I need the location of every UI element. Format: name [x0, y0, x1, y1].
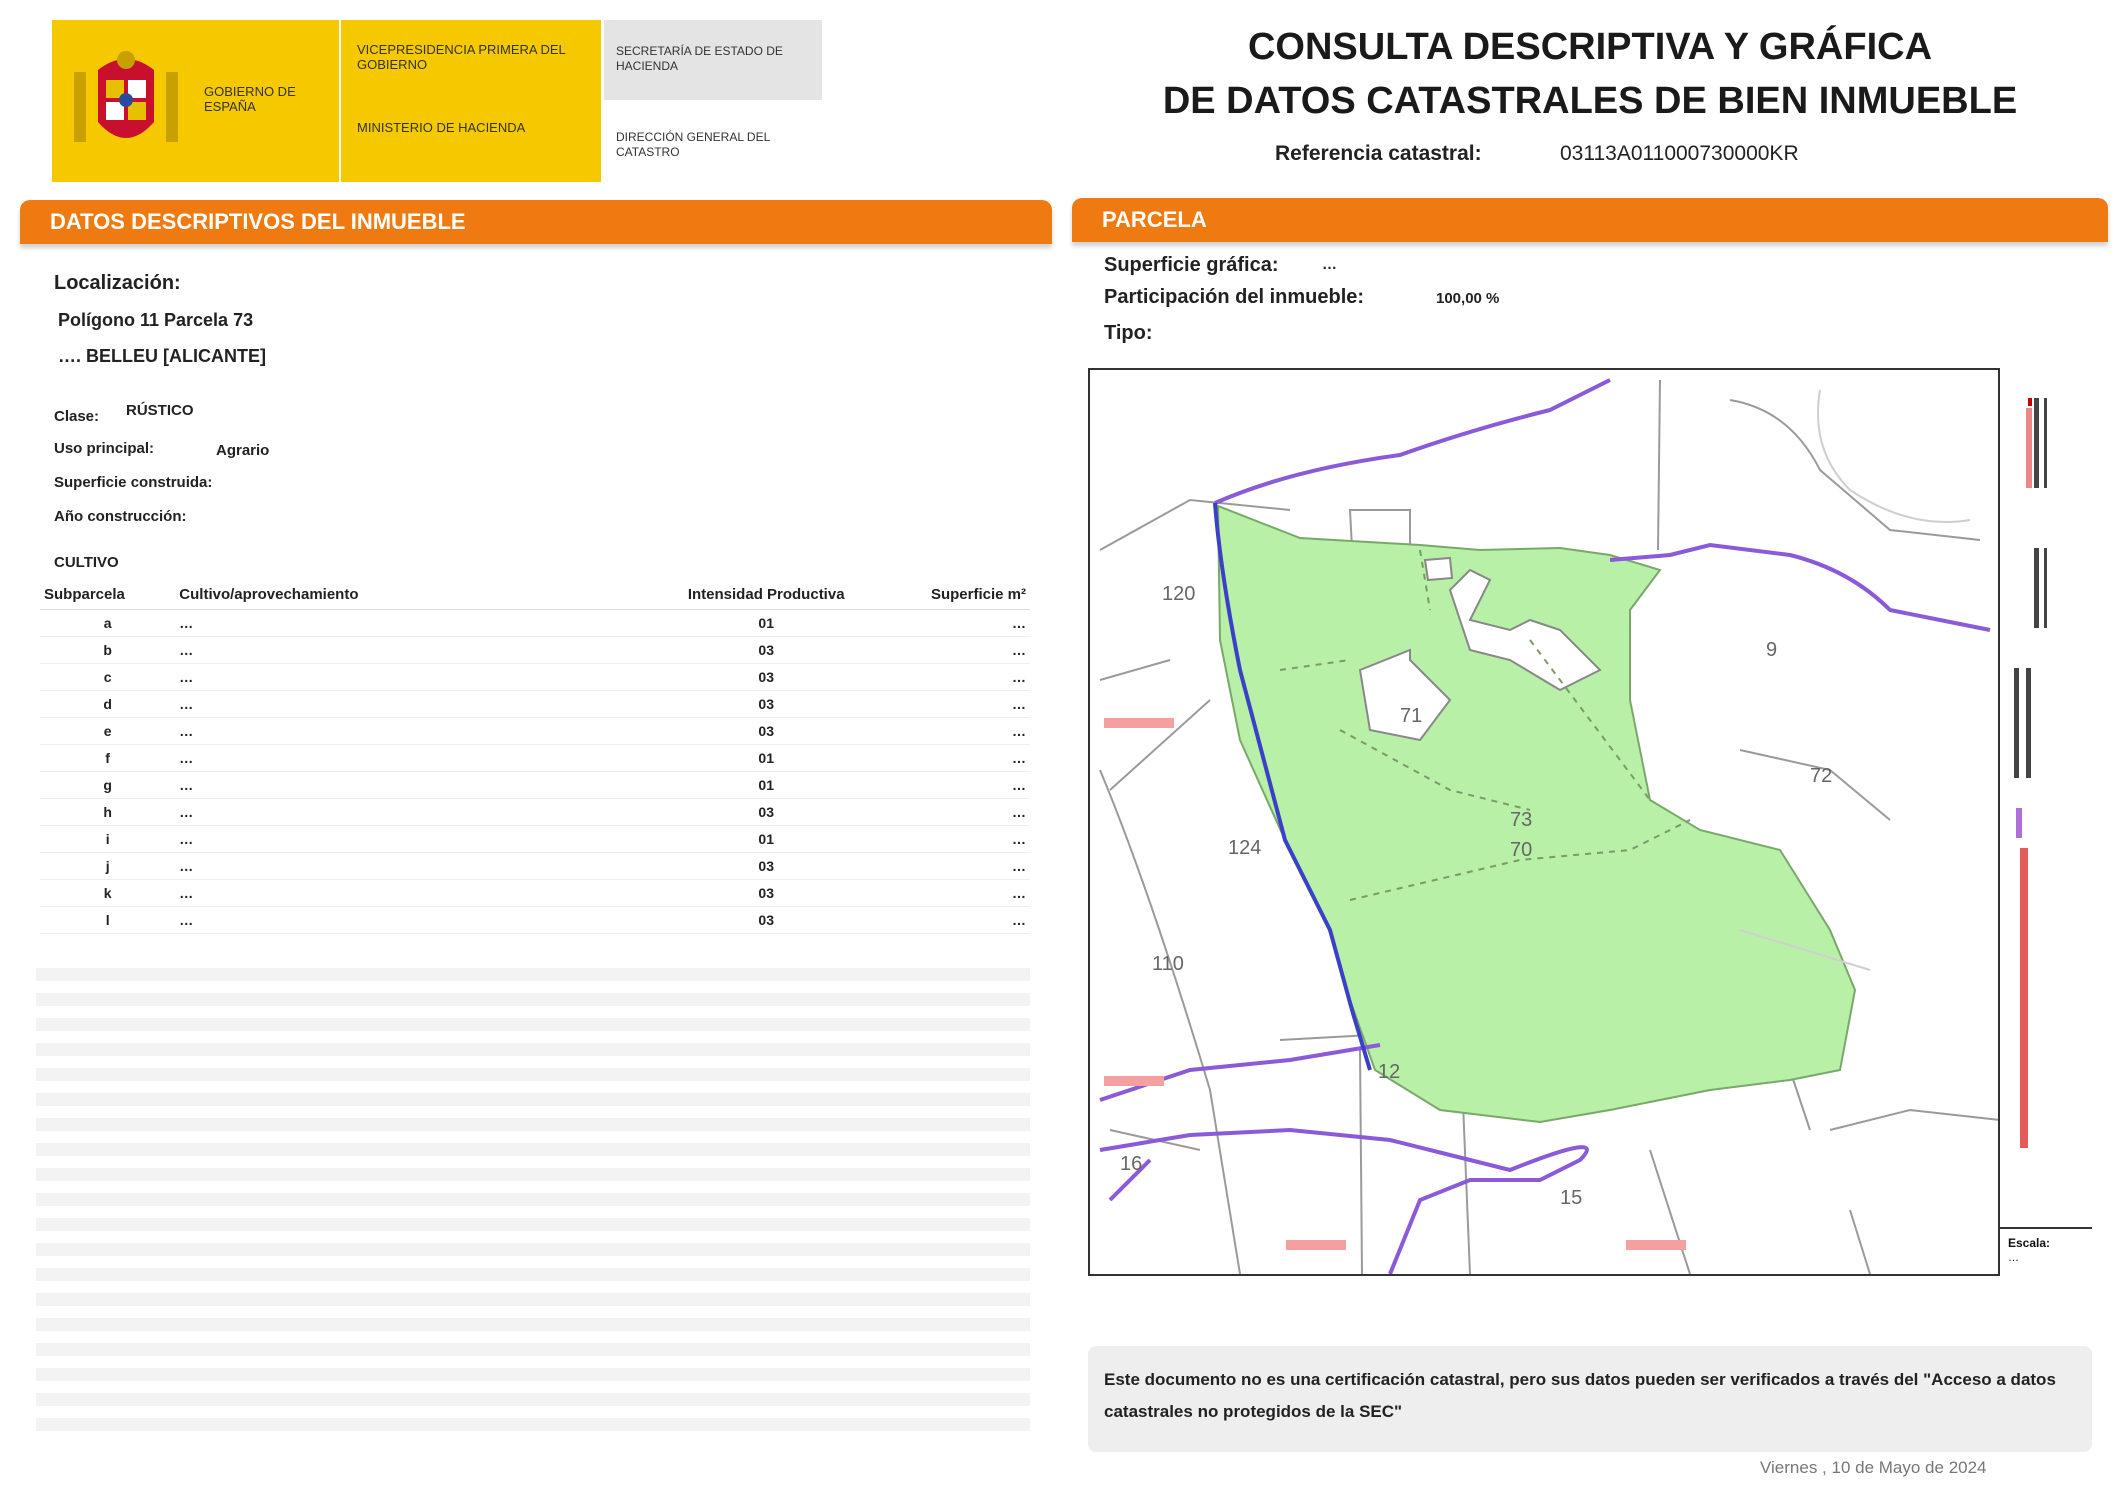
cell-cultivo: … — [175, 745, 665, 772]
participacion-value: 100,00 % — [1436, 290, 1500, 307]
cultivo-title: CULTIVO — [54, 554, 119, 571]
descriptive-section-header: DATOS DESCRIPTIVOS DEL INMUEBLE — [20, 200, 1052, 244]
superficie-grafica-label: Superficie gráfica: — [1104, 254, 1279, 276]
table-row — [40, 610, 1030, 637]
map-label-73: 73 — [1510, 809, 1533, 831]
col-cultivo: Cultivo/aprovechamiento — [175, 580, 665, 610]
cell-subparcela: j — [40, 853, 175, 880]
cell-intensidad: 03 — [666, 799, 867, 826]
table-row — [40, 799, 1030, 826]
table-row — [40, 826, 1030, 853]
tipo-label: Tipo: — [1104, 322, 1153, 344]
localizacion-line-1: Polígono 11 Parcela 73 — [58, 310, 254, 330]
cell-superficie: … — [867, 799, 1030, 826]
empty-table-area — [36, 956, 1030, 1440]
clase-label: Clase: — [54, 408, 100, 425]
map-label-124: 124 — [1228, 837, 1262, 859]
cell-subparcela: b — [40, 637, 175, 664]
cell-cultivo: … — [175, 664, 665, 691]
ref-value: 03113A011000730000KR — [1560, 142, 1799, 165]
cell-intensidad: 03 — [666, 718, 867, 745]
cell-cultivo: … — [175, 610, 665, 637]
secretaria-text: SECRETARÍA DE ESTADO DE HACIENDA — [616, 44, 783, 73]
gobierno-panel — [52, 20, 339, 182]
cell-cultivo: … — [175, 718, 665, 745]
scale-value: … — [2008, 1252, 2019, 1264]
map-legend — [1998, 368, 2092, 1276]
map-label-71: 71 — [1400, 705, 1423, 727]
cell-intensidad: 03 — [666, 637, 867, 664]
uso-value: Agrario — [216, 442, 270, 459]
table-header-row — [40, 580, 1030, 610]
direccion-panel — [604, 102, 822, 182]
cell-superficie: … — [867, 718, 1030, 745]
cell-subparcela: c — [40, 664, 175, 691]
map-label-15: 15 — [1560, 1187, 1583, 1209]
table-row — [40, 907, 1030, 934]
cell-intensidad: 03 — [666, 880, 867, 907]
cell-superficie: … — [867, 772, 1030, 799]
col-subparcela: Subparcela — [40, 580, 175, 610]
map-label-16: 16 — [1120, 1153, 1143, 1175]
cell-subparcela: d — [40, 691, 175, 718]
legend-canvas — [2000, 368, 2092, 1274]
cultivo-table — [40, 580, 1030, 934]
map-label-72: 72 — [1810, 765, 1833, 787]
cell-superficie: … — [867, 691, 1030, 718]
parcela-section-header: PARCELA — [1072, 198, 2108, 242]
coat-of-arms-icon — [68, 42, 184, 162]
cell-intensidad: 03 — [666, 907, 867, 934]
table-row — [40, 745, 1030, 772]
participacion-label: Participación del inmueble: — [1104, 286, 1365, 308]
map-label-12: 12 — [1378, 1061, 1401, 1083]
table-row — [40, 664, 1030, 691]
cell-superficie: … — [867, 610, 1030, 637]
cell-subparcela: g — [40, 772, 175, 799]
cell-intensidad: 03 — [666, 853, 867, 880]
government-logo — [52, 20, 822, 182]
cell-superficie: … — [867, 637, 1030, 664]
table-row — [40, 718, 1030, 745]
table-row — [40, 691, 1030, 718]
cell-subparcela: f — [40, 745, 175, 772]
ref-label: Referencia catastral: — [1275, 142, 1482, 165]
cell-cultivo: … — [175, 637, 665, 664]
anio-construccion-label: Año construcción: — [54, 508, 187, 525]
clase-value: RÚSTICO — [126, 402, 194, 419]
cell-intensidad: 03 — [666, 691, 867, 718]
title-line-1: CONSULTA DESCRIPTIVA Y GRÁFICA — [1247, 26, 1933, 68]
parcel-73-area — [1218, 506, 1855, 1122]
cell-superficie: … — [867, 880, 1030, 907]
direccion-text: DIRECCIÓN GENERAL DEL CATASTRO — [616, 130, 770, 159]
cell-cultivo: … — [175, 853, 665, 880]
uso-label: Uso principal: — [54, 440, 155, 457]
secretaria-panel — [604, 20, 822, 100]
table-row — [40, 880, 1030, 907]
localizacion-label: Localización: — [54, 272, 181, 294]
map-label-70: 70 — [1510, 839, 1533, 861]
ministerio-text: MINISTERIO DE HACIENDA — [357, 120, 526, 135]
cell-cultivo: … — [175, 826, 665, 853]
cell-subparcela: k — [40, 880, 175, 907]
document-date: Viernes , 10 de Mayo de 2024 — [1760, 1458, 1987, 1477]
cell-cultivo: … — [175, 691, 665, 718]
cell-superficie: … — [867, 907, 1030, 934]
superficie-construida-label: Superficie construida: — [54, 474, 213, 491]
cell-intensidad: 01 — [666, 772, 867, 799]
cell-cultivo: … — [175, 907, 665, 934]
cell-subparcela: h — [40, 799, 175, 826]
cell-cultivo: … — [175, 880, 665, 907]
parcel-map[interactable] — [1088, 368, 2092, 1276]
cell-cultivo: … — [175, 799, 665, 826]
page-title — [1100, 20, 2080, 128]
cell-subparcela: a — [40, 610, 175, 637]
vicepresidencia-text: VICEPRESIDENCIA PRIMERA DEL GOBIERNO — [357, 42, 566, 72]
cell-subparcela: e — [40, 718, 175, 745]
cell-superficie: … — [867, 664, 1030, 691]
superficie-grafica-value: … — [1322, 256, 1337, 273]
cell-superficie: … — [867, 853, 1030, 880]
cell-intensidad: 01 — [666, 610, 867, 637]
cell-intensidad: 03 — [666, 664, 867, 691]
localizacion-line-2: …. BELLEU [ALICANTE] — [58, 346, 266, 366]
map-label-120: 120 — [1162, 583, 1196, 605]
disclaimer-note: Este documento no es una certificación catastral, pero sus datos pueden ser verificados a través del "Acceso a datos catastrales no protegidos de la SEC" — [1088, 1346, 2092, 1452]
map-label-9: 9 — [1766, 639, 1778, 661]
map-label-110: 110 — [1152, 953, 1184, 975]
table-row — [40, 637, 1030, 664]
title-line-2: DE DATOS CATASTRALES DE BIEN INMUEBLE — [1162, 80, 2018, 122]
cell-intensidad: 01 — [666, 745, 867, 772]
cell-subparcela: i — [40, 826, 175, 853]
col-superficie: Superficie m² — [867, 580, 1030, 610]
table-row — [40, 772, 1030, 799]
cell-superficie: … — [867, 745, 1030, 772]
scale-label: Escala: — [2008, 1236, 2051, 1250]
cell-superficie: … — [867, 826, 1030, 853]
cell-cultivo: … — [175, 772, 665, 799]
cell-subparcela: l — [40, 907, 175, 934]
gobierno-text: GOBIERNO DE ESPAÑA — [204, 84, 296, 114]
cell-intensidad: 01 — [666, 826, 867, 853]
col-intensidad: Intensidad Productiva — [666, 580, 867, 610]
vicepresidencia-panel — [341, 20, 601, 182]
table-row — [40, 853, 1030, 880]
map-canvas — [1090, 370, 2000, 1274]
